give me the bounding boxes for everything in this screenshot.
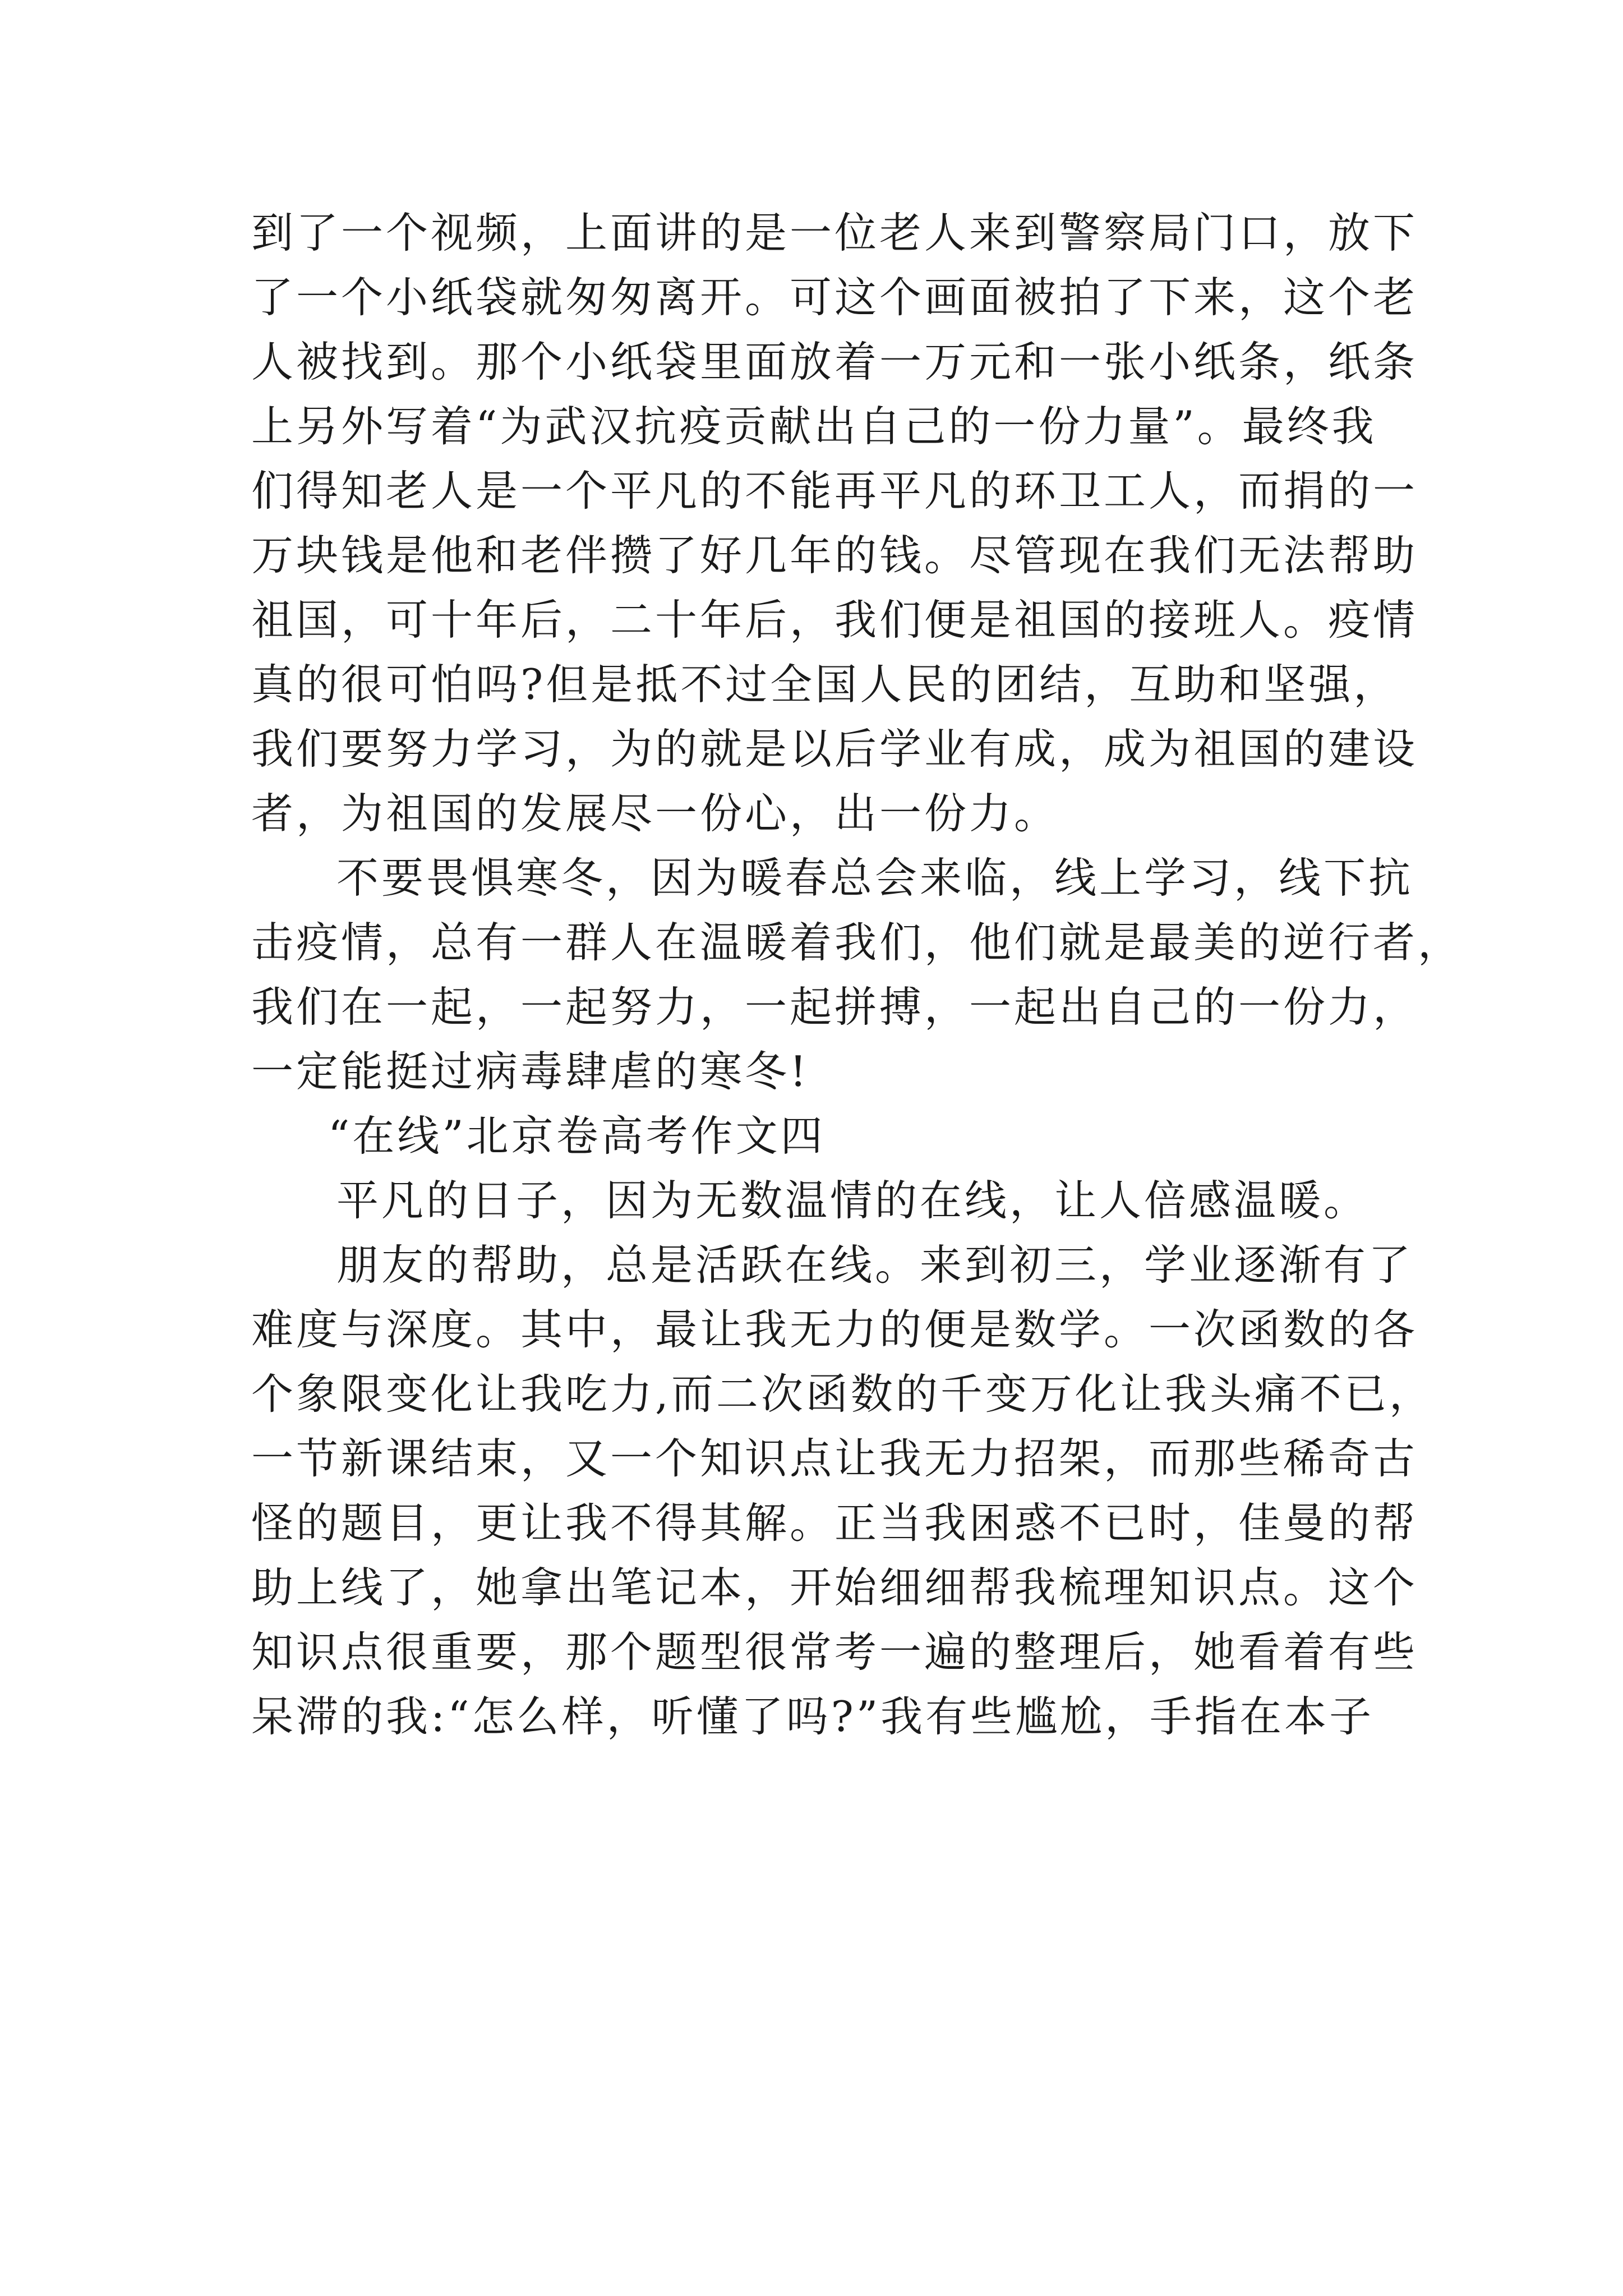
text-line: 知识点很重要，那个题型很常考一遍的整理后，她看着有些 (251, 1627, 1418, 1677)
section-heading: “在线”北京卷高考作文四 (328, 1111, 826, 1161)
text-line: 一节新课结束，又一个知识点让我无力招架，而那些稀奇古 (251, 1434, 1418, 1483)
paragraph-start-line: 平凡的日子，因为无数温情的在线，让人倍感温暖。 (336, 1176, 1369, 1225)
text-line: 祖国，可十年后，二十年后，我们便是祖国的接班人。疫情 (251, 595, 1418, 645)
text-line: 万块钱是他和老伴攒了好几年的钱。尽管现在我们无法帮助 (251, 531, 1418, 580)
text-line: 呆滞的我:“怎么样，听懂了吗?”我有些尴尬，手指在本子 (251, 1692, 1375, 1741)
text-line: 到了一个视频，上面讲的是一位老人来到警察局门口，放下 (251, 208, 1418, 257)
text-line: 我们在一起，一起努力，一起拼搏，一起出自己的一份力， (251, 982, 1418, 1032)
text-line: 击疫情，总有一群人在温暖着我们，他们就是最美的逆行者， (251, 918, 1463, 967)
text-line: 怪的题目，更让我不得其解。正当我困惑不已时，佳曼的帮 (251, 1498, 1418, 1548)
text-line: 助上线了，她拿出笔记本，开始细细帮我梳理知识点。这个 (251, 1563, 1418, 1612)
text-line: 上另外写着“为武汉抗疫贡献出自己的一份力量”。最终我 (251, 402, 1377, 451)
text-line: 我们要努力学习，为的就是以后学业有成，成为祖国的建设 (251, 724, 1418, 774)
text-line: 者，为祖国的发展尽一份心，出一份力。 (251, 789, 1059, 838)
text-line: 难度与深度。其中，最让我无力的便是数学。一次函数的各 (251, 1305, 1418, 1354)
text-line: 真的很可怕吗?但是抵不过全国人民的团结，互助和坚强， (251, 660, 1399, 709)
text-line: 人被找到。那个小纸袋里面放着一万元和一张小纸条，纸条 (251, 337, 1418, 386)
text-line: 个象限变化让我吃力,而二次函数的千变万化让我头痛不已， (251, 1369, 1434, 1419)
text-line: 一定能挺过病毒肆虐的寒冬! (251, 1047, 810, 1096)
paragraph-start-line: 朋友的帮助，总是活跃在线。来到初三，学业逐渐有了 (336, 1240, 1414, 1290)
text-line: 们得知老人是一个平凡的不能再平凡的环卫工人，而捐的一 (251, 466, 1418, 516)
paragraph-start-line: 不要畏惧寒冬，因为暖春总会来临，线上学习，线下抗 (336, 853, 1414, 903)
text-line: 了一个小纸袋就匆匆离开。可这个画面被拍了下来，这个老 (251, 273, 1418, 322)
